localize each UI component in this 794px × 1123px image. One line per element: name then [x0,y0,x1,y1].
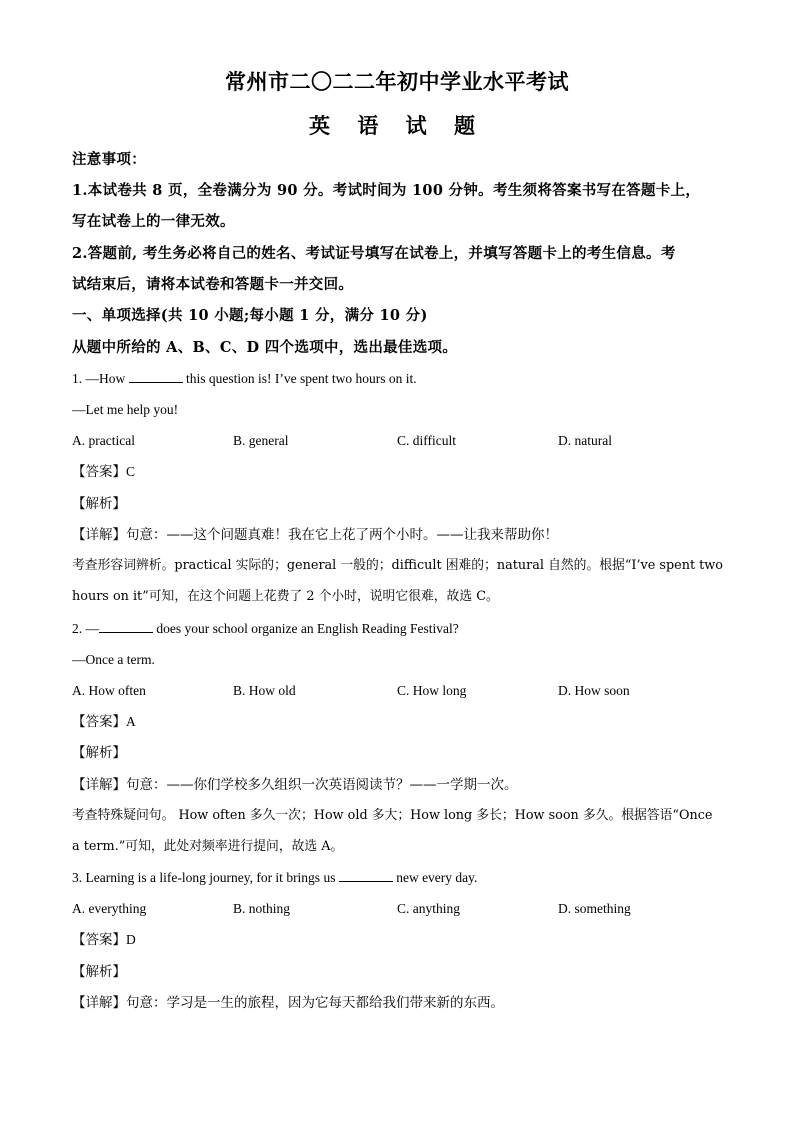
answer-blank [99,620,153,633]
question-2-detail: 【详解】句意：——你们学校多久组织一次英语阅读节？——一学期一次。 [72,777,518,793]
question-2-option-b: B. How old [233,683,296,698]
question-3-option-b: B. nothing [233,901,291,916]
question-2-option-a: A. How often [72,683,146,698]
question-1-reply: —Let me help you! [72,402,179,417]
question-1-option-a: A. practical [72,433,135,448]
question-1-option-d: D. natural [558,433,612,448]
question-1-detail: 【详解】句意：——这个问题真难！我在它上花了两个小时。——让我来帮助你！ [72,527,558,543]
question-3-option-c: C. anything [397,901,460,916]
exam-title: 常州市二〇二二年初中学业水平考试 [225,69,569,94]
answer-blank [129,370,183,383]
notes-heading: 注意事项： [72,151,146,168]
section-1-heading: 一、单项选择(共 10 小题;每小题 1 分，满分 10 分) [72,307,428,324]
question-2-reply: —Once a term. [72,652,155,667]
question-2-explanation-line-1: 考查特殊疑问句。 How often 多久一次；How old 多大；How long 多长；How soon 多久。根据答语“Once [72,808,713,823]
question-1-explanation-line-1: 考查形容词辨析。practical 实际的；general 一般的；difficult 困难的；natural 自然的。根据“I’ve spent two [72,558,723,573]
section-1-instruction: 从题中所给的 A、B、C、D 四个选项中，选出最佳选项。 [72,339,458,356]
question-2-analysis-label: 【解析】 [72,745,126,761]
notes-item-1-line-2: 写在试卷上的一律无效。 [72,213,235,230]
question-1-answer: 【答案】C [72,464,136,480]
notes-item-1-line-1: 1.本试卷共 8 页，全卷满分为 90 分。考试时间为 100 分钟。考生须将答案书写在答题卡上， [72,182,701,199]
question-2-stem: 2. — does your school organize an English Reading Festival? [72,621,459,636]
question-1-option-b: B. general [233,433,289,448]
question-2-explanation-line-2: a term.”可知，此处对频率进行提问，故选 A。 [72,839,344,854]
notes-item-2-line-1: 2.答题前, 考生务必将自己的姓名、考试证号填写在试卷上，并填写答题卡上的考生信息。考 [72,245,676,262]
question-1-explanation-line-2: hours on it”可知，在这个问题上花费了 2 个小时，说明它很难，故选 C。 [72,589,499,604]
question-3-answer: 【答案】D [72,932,136,948]
question-2-option-d: D. How soon [558,683,630,698]
notes-item-2-line-2: 试结束后，请将本试卷和答题卡一并交回。 [72,276,354,293]
question-1-analysis-label: 【解析】 [72,496,126,512]
question-2-option-c: C. How long [397,683,467,698]
exam-subtitle: 英 语 试 题 [309,113,485,138]
answer-blank [339,869,393,882]
question-3-option-d: D. something [558,901,631,916]
question-1-stem: 1. —How this question is! I’ve spent two hours on it. [72,371,417,386]
question-1-option-c: C. difficult [397,433,456,448]
question-2-answer: 【答案】A [72,714,136,730]
question-3-detail: 【详解】句意：学习是一生的旅程，因为它每天都给我们带来新的东西。 [72,995,504,1011]
question-3-analysis-label: 【解析】 [72,964,126,980]
question-3-option-a: A. everything [72,901,147,916]
question-3-stem: 3. Learning is a life-long journey, for it brings us new every day. [72,870,478,885]
